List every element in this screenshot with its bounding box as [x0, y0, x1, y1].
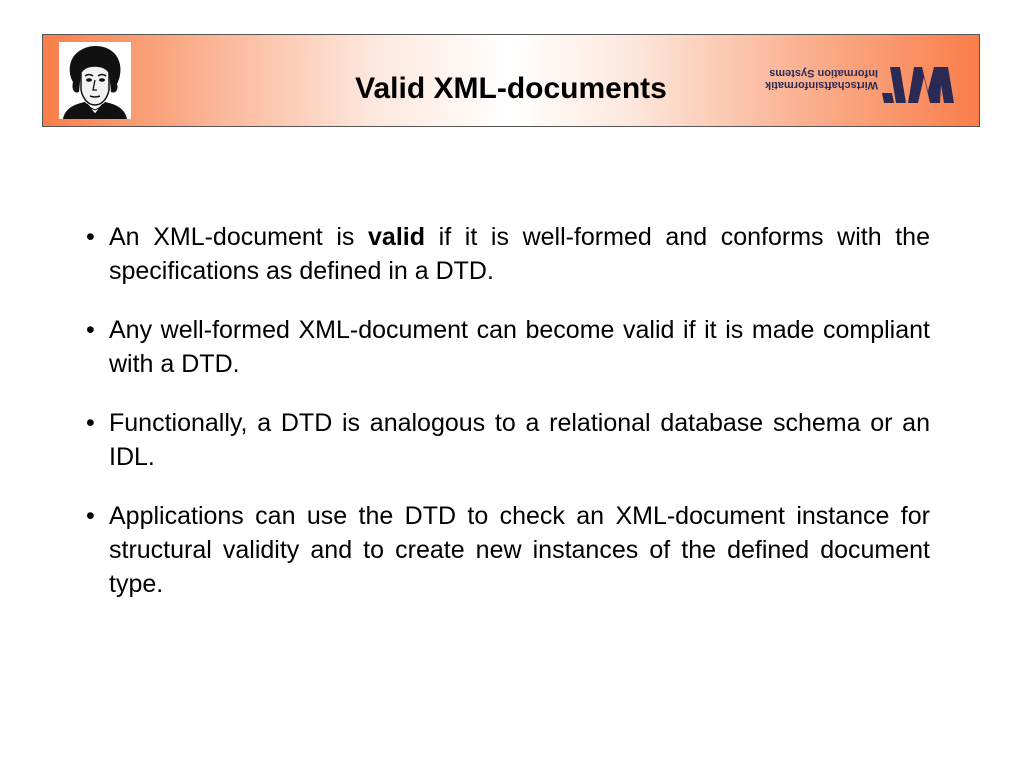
bullet-text: Functionally, a DTD is analogous to a relational database schema or an IDL. — [109, 409, 930, 471]
list-item — [86, 220, 930, 288]
bullet-marker: • — [86, 223, 95, 251]
institute-logo — [765, 65, 958, 105]
bullet-text: Any well-formed XML-document can become valid if it is made compliant with a DTD. — [109, 316, 930, 378]
bullet-marker: • — [86, 409, 95, 437]
logo-text-line2: Information Systems — [769, 67, 878, 79]
page-title: Valid XML-documents — [355, 72, 667, 105]
header-bar — [42, 34, 980, 127]
bullet-text: Applications can use the DTD to check an XML-document instance for structural validity and to create new instances of the defined document type. — [109, 502, 930, 598]
logo-text-line1: Wirtschaftsinformatik — [765, 79, 878, 91]
list-item — [86, 499, 930, 601]
list-item — [86, 313, 930, 381]
list-item — [86, 406, 930, 474]
bullet-list — [86, 220, 930, 626]
iwi-logo-mark-icon — [880, 65, 958, 105]
bullet-marker: • — [86, 316, 95, 344]
logo-text — [765, 67, 878, 91]
emphasis-valid: valid — [368, 223, 426, 251]
bullet-marker: • — [86, 502, 95, 530]
bullet-text: An XML-document is valid if it is well-formed and conforms with the specifications as defined in a DTD. — [109, 223, 930, 285]
